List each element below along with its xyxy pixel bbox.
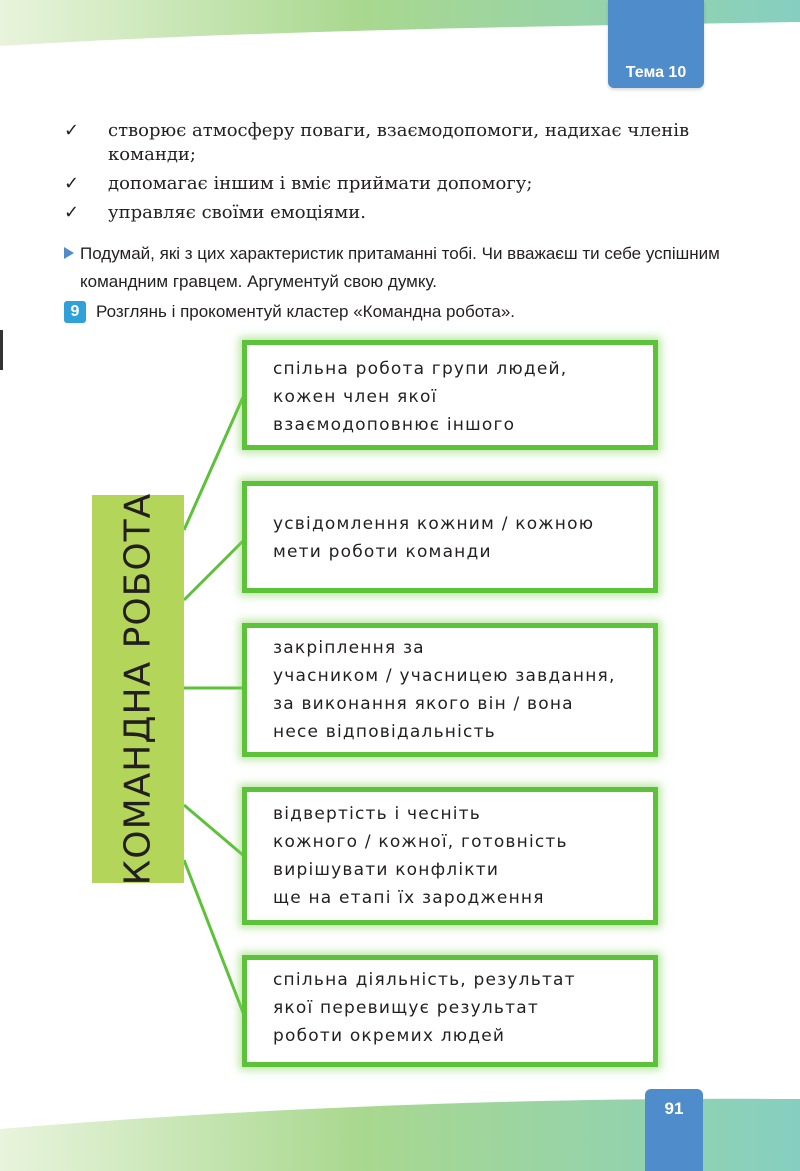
box-line: ще на етапі їх зародження — [273, 888, 545, 908]
box-line: кожного / кожної, готовність — [273, 832, 568, 852]
box-line: кожен член якої — [273, 387, 438, 407]
box-line: мети роботи команди — [273, 542, 492, 562]
cluster-hub-label: КОМАНДНА РОБОТА — [117, 492, 159, 886]
box-line: відвертість і чесніть — [273, 804, 481, 824]
cluster-box — [242, 955, 658, 1067]
connector-line — [184, 540, 244, 600]
checklist-item-text: створює атмосферу поваги, взаємодопомоги, надихає членів команди; — [108, 120, 690, 165]
box-line: спільна діяльність, результат — [273, 970, 576, 990]
box-line: роботи окремих людей — [273, 1026, 506, 1046]
box-line: вирішувати конфлікти — [273, 860, 500, 880]
box-line: учасником / учасницею завдання, — [273, 666, 616, 686]
box-line: за виконання якого він / вона — [273, 694, 574, 714]
box-line: взаємодоповнює іншого — [273, 415, 516, 435]
checklist-item-text: управляє своїми емоціями. — [108, 202, 366, 223]
task-number-badge: 9 — [64, 301, 86, 323]
cluster-box — [242, 787, 658, 925]
reflection-prompt: Подумай, які з цих характеристик притаманні тобі. Чи вважаєш ти себе успішним командним гравцем. Аргументуй свою думку. — [80, 244, 720, 291]
page-number: 91 — [664, 1099, 684, 1118]
task-instruction: Розглянь і прокоментуй кластер «Командна робота». — [96, 302, 516, 321]
checkmark-icon: ✓ — [64, 120, 80, 141]
cluster-box — [242, 340, 658, 450]
cluster-hub — [92, 492, 184, 886]
cluster-box — [242, 481, 658, 593]
checkmark-icon: ✓ — [64, 173, 80, 194]
page-number-tab — [645, 1089, 703, 1171]
connector-line — [184, 395, 244, 530]
checklist-item-text: допомагає іншим і вміє приймати допомогу; — [108, 173, 533, 194]
cluster-box — [242, 623, 658, 757]
connector-line — [184, 805, 244, 856]
box-line: усвідомлення кожним / кожною — [273, 514, 595, 534]
box-line: несе відповідальність — [273, 722, 496, 742]
connector-line — [184, 860, 244, 1015]
box-line: спільна робота групи людей, — [273, 359, 568, 379]
box-line: якої перевищує результат — [273, 998, 539, 1018]
checkmark-icon: ✓ — [64, 202, 80, 223]
box-line: закріплення за — [273, 638, 425, 658]
topic-label: Тема 10 — [625, 64, 687, 81]
